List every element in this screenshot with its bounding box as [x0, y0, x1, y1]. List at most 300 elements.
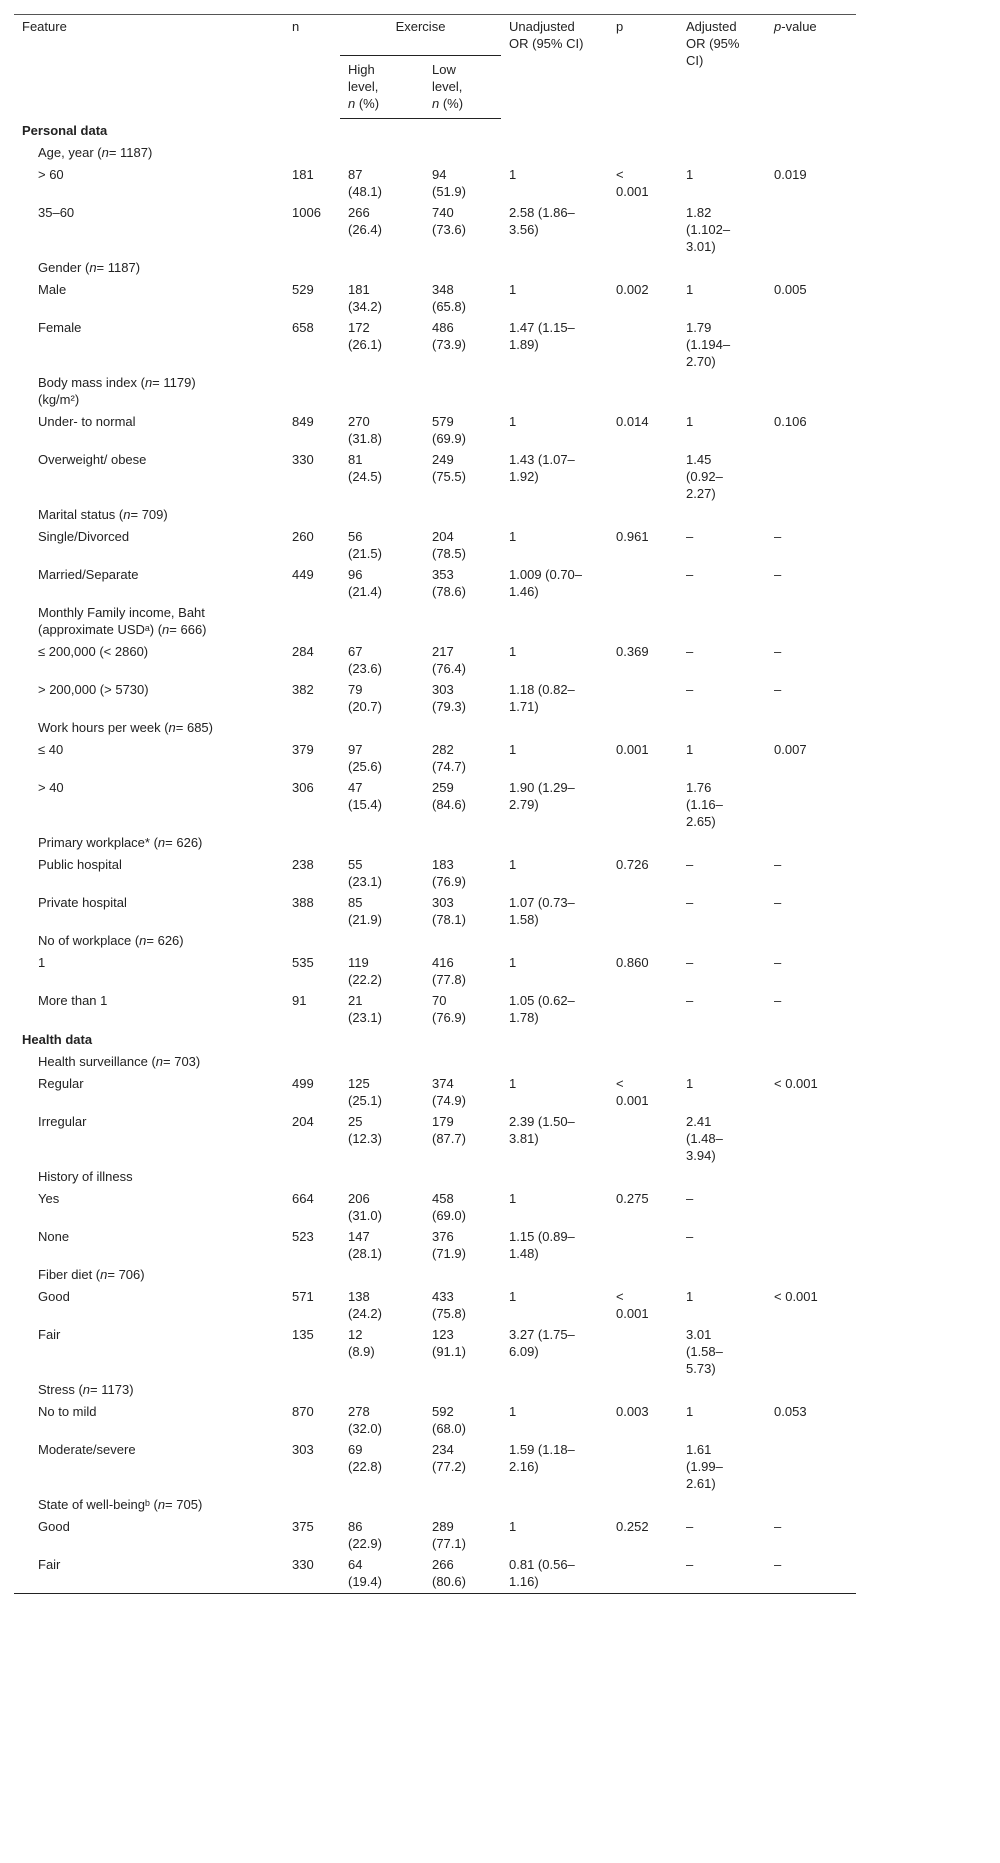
row-high-text: 12 (8.9) — [348, 1327, 375, 1359]
row-n-text: 1006 — [292, 205, 321, 220]
row-low — [424, 1188, 501, 1226]
group-n-count: = 709) — [130, 507, 168, 522]
row-n — [284, 1324, 340, 1379]
table-row — [14, 164, 856, 202]
row-adjusted-or-text: – — [686, 1229, 694, 1244]
group-row — [14, 504, 856, 526]
row-p-value — [766, 1554, 856, 1594]
table-row — [14, 202, 856, 257]
row-label — [14, 279, 284, 317]
row-adjusted-or — [678, 1324, 766, 1379]
empty-cell — [501, 602, 608, 641]
row-n-text: 379 — [292, 742, 314, 757]
row-unadjusted-or — [501, 952, 608, 990]
row-unadjusted-or-text: 1 — [509, 167, 517, 182]
empty-cell — [766, 1051, 856, 1073]
empty-cell — [501, 1051, 608, 1073]
row-label-text: Good — [38, 1519, 70, 1534]
row-label — [14, 449, 284, 504]
row-p-value — [766, 854, 856, 892]
row-label-text: Under- to normal — [38, 414, 136, 429]
row-p — [608, 679, 678, 717]
row-label — [14, 1226, 284, 1264]
row-low — [424, 164, 501, 202]
row-p-value — [766, 1516, 856, 1554]
row-low — [424, 1516, 501, 1554]
row-p-value — [766, 1188, 856, 1226]
header-low-level: Low level, n (%) — [424, 56, 501, 119]
empty-cell — [284, 602, 340, 641]
group-label-text — [38, 1266, 228, 1283]
row-label — [14, 1554, 284, 1594]
row-p — [608, 317, 678, 372]
row-low-text: 486 (73.9) — [432, 320, 466, 352]
empty-cell — [608, 602, 678, 641]
table-row — [14, 411, 856, 449]
row-p — [608, 854, 678, 892]
row-adjusted-or — [678, 317, 766, 372]
empty-cell — [501, 1494, 608, 1516]
row-unadjusted-or-text: 1 — [509, 644, 517, 659]
row-unadjusted-or — [501, 1324, 608, 1379]
row-label-text: Female — [38, 320, 82, 335]
group-n-count: = 685) — [175, 720, 213, 735]
row-low-text: 592 (68.0) — [432, 1404, 466, 1436]
group-label-main: Body mass index ( — [38, 375, 145, 390]
row-high-text: 47 (15.4) — [348, 780, 382, 812]
row-low — [424, 952, 501, 990]
row-unadjusted-or — [501, 1439, 608, 1494]
row-label-text: Moderate/severe — [38, 1442, 136, 1457]
row-low-text: 259 (84.6) — [432, 780, 466, 812]
row-label — [14, 1516, 284, 1554]
empty-cell — [678, 142, 766, 164]
row-unadjusted-or-text: 1.05 (0.62–1.78) — [509, 993, 575, 1025]
section-title: Health data — [22, 1032, 93, 1047]
empty-cell — [424, 1494, 501, 1516]
row-p-value — [766, 777, 856, 832]
row-low-text: 94 (51.9) — [432, 167, 466, 199]
row-high — [340, 202, 424, 257]
row-p-text: < 0.001 — [616, 167, 649, 199]
row-adjusted-or-text: 1 — [686, 1076, 694, 1091]
row-unadjusted-or — [501, 641, 608, 679]
row-unadjusted-or-text: 1.43 (1.07–1.92) — [509, 452, 575, 484]
row-adjusted-or — [678, 1516, 766, 1554]
row-unadjusted-or-text: 1 — [509, 1076, 517, 1091]
group-row — [14, 832, 856, 854]
group-n-label: n — [82, 1382, 91, 1397]
row-label-text: ≤ 200,000 (< 2860) — [38, 644, 149, 659]
row-adjusted-or — [678, 739, 766, 777]
row-high — [340, 990, 424, 1028]
group-label-main: Monthly Family income, Baht (approximate USDᵃ) ( — [38, 605, 205, 637]
row-n-text: 664 — [292, 1191, 314, 1206]
row-adjusted-or — [678, 1401, 766, 1439]
row-p-value-text: < 0.001 — [774, 1076, 818, 1091]
group-n-count: = 1187) — [96, 260, 141, 275]
empty-cell — [608, 1379, 678, 1401]
row-unadjusted-or-text: 1.15 (0.89–1.48) — [509, 1229, 575, 1261]
table-row — [14, 679, 856, 717]
header-unadjusted-or: Unadjusted OR (95% CI) — [501, 15, 608, 119]
row-high — [340, 739, 424, 777]
row-p-value-text: – — [774, 993, 782, 1008]
group-label — [14, 1379, 284, 1401]
group-label — [14, 602, 284, 641]
row-n-text: 658 — [292, 320, 314, 335]
group-n-count: = 703) — [163, 1054, 201, 1069]
row-adjusted-or — [678, 1554, 766, 1594]
row-adjusted-or — [678, 1226, 766, 1264]
row-label — [14, 202, 284, 257]
row-p-value — [766, 564, 856, 602]
row-label — [14, 679, 284, 717]
group-label — [14, 1051, 284, 1073]
row-unadjusted-or-text: 1.07 (0.73–1.58) — [509, 895, 575, 927]
row-label — [14, 164, 284, 202]
row-p-text: < 0.001 — [616, 1076, 649, 1108]
row-high-text: 181 (34.2) — [348, 282, 382, 314]
row-label — [14, 952, 284, 990]
row-n — [284, 1111, 340, 1166]
row-low — [424, 1111, 501, 1166]
empty-cell — [424, 1379, 501, 1401]
row-high — [340, 1516, 424, 1554]
row-p-text: 0.014 — [616, 414, 649, 429]
row-label-text: ≤ 40 — [38, 742, 64, 757]
row-low-text: 204 (78.5) — [432, 529, 466, 561]
group-row — [14, 1494, 856, 1516]
group-row — [14, 1264, 856, 1286]
empty-cell — [284, 930, 340, 952]
row-label-text: 1 — [38, 955, 46, 970]
row-unadjusted-or-text: 1 — [509, 1519, 517, 1534]
row-label — [14, 777, 284, 832]
row-unadjusted-or — [501, 526, 608, 564]
group-label — [14, 1494, 284, 1516]
row-p — [608, 411, 678, 449]
empty-cell — [284, 832, 340, 854]
group-label-text — [38, 834, 228, 851]
table-row — [14, 739, 856, 777]
row-adjusted-or-text: – — [686, 993, 694, 1008]
group-label-text — [38, 1496, 228, 1513]
empty-cell — [340, 717, 424, 739]
table-row — [14, 1516, 856, 1554]
row-adjusted-or-text: – — [686, 895, 694, 910]
row-high — [340, 1111, 424, 1166]
row-label-text: Married/Separate — [38, 567, 139, 582]
row-low — [424, 411, 501, 449]
row-label-text: More than 1 — [38, 993, 108, 1008]
row-label — [14, 1073, 284, 1111]
empty-cell — [501, 1166, 608, 1188]
group-label-main: Marital status ( — [38, 507, 124, 522]
table-row — [14, 279, 856, 317]
row-label — [14, 1111, 284, 1166]
row-high-text: 86 (22.9) — [348, 1519, 382, 1551]
group-n-label: n — [123, 507, 131, 522]
row-p-text: 0.252 — [616, 1519, 649, 1534]
empty-cell — [766, 832, 856, 854]
row-n-text: 238 — [292, 857, 314, 872]
header-adjusted-or: Adjusted OR (95% CI) — [678, 15, 766, 119]
row-p-value — [766, 1226, 856, 1264]
row-adjusted-or-text: 2.41 (1.48–3.94) — [686, 1114, 723, 1163]
group-label-text — [38, 506, 228, 523]
row-unadjusted-or-text: 1.90 (1.29–2.79) — [509, 780, 575, 812]
empty-cell — [340, 372, 424, 411]
empty-cell — [678, 930, 766, 952]
row-high — [340, 1439, 424, 1494]
table-body — [14, 119, 856, 1594]
empty-cell — [608, 1264, 678, 1286]
empty-cell — [678, 832, 766, 854]
row-p — [608, 279, 678, 317]
empty-cell — [608, 930, 678, 952]
group-label-text — [38, 1053, 228, 1070]
row-high-text: 206 (31.0) — [348, 1191, 382, 1223]
empty-cell — [501, 504, 608, 526]
row-n-text: 135 — [292, 1327, 314, 1342]
row-unadjusted-or — [501, 777, 608, 832]
row-p-text: 0.961 — [616, 529, 649, 544]
row-high-text: 67 (23.6) — [348, 644, 382, 676]
group-label — [14, 504, 284, 526]
group-label-text — [38, 144, 228, 161]
row-n-text: 849 — [292, 414, 314, 429]
row-adjusted-or-text: – — [686, 567, 694, 582]
group-label — [14, 372, 284, 411]
header-exercise: Exercise — [340, 15, 501, 56]
empty-cell — [678, 504, 766, 526]
row-adjusted-or — [678, 990, 766, 1028]
row-unadjusted-or — [501, 279, 608, 317]
row-unadjusted-or — [501, 739, 608, 777]
row-adjusted-or-text: – — [686, 857, 694, 872]
row-n-text: 91 — [292, 993, 307, 1008]
empty-cell — [766, 1494, 856, 1516]
row-unadjusted-or-text: 1 — [509, 414, 517, 429]
group-label — [14, 717, 284, 739]
row-low-text: 289 (77.1) — [432, 1519, 466, 1551]
group-n-label: n — [162, 622, 170, 637]
table-row — [14, 777, 856, 832]
row-unadjusted-or — [501, 164, 608, 202]
row-n — [284, 1439, 340, 1494]
group-n-count: = 706) — [107, 1267, 145, 1282]
row-low-text: 266 (80.6) — [432, 1557, 466, 1589]
empty-cell — [424, 1264, 501, 1286]
row-n-text: 388 — [292, 895, 314, 910]
group-label-main: Fiber diet ( — [38, 1267, 101, 1282]
row-p-text: < 0.001 — [616, 1289, 649, 1321]
row-unadjusted-or-text: 1 — [509, 1404, 517, 1419]
empty-cell — [608, 142, 678, 164]
row-p-text: 0.369 — [616, 644, 649, 659]
row-p-value-text: < 0.001 — [774, 1289, 818, 1304]
row-label-text: None — [38, 1229, 70, 1244]
row-n — [284, 1516, 340, 1554]
row-label-text: Yes — [38, 1191, 60, 1206]
group-row — [14, 602, 856, 641]
row-p-value-text: – — [774, 1557, 782, 1572]
row-low — [424, 739, 501, 777]
empty-cell — [424, 372, 501, 411]
row-low — [424, 202, 501, 257]
row-high — [340, 1226, 424, 1264]
row-p-value — [766, 279, 856, 317]
row-unadjusted-or — [501, 990, 608, 1028]
table-row — [14, 449, 856, 504]
row-high — [340, 526, 424, 564]
group-label-text — [38, 374, 228, 408]
group-label-main: Work hours per week ( — [38, 720, 169, 735]
row-n — [284, 777, 340, 832]
row-p-value — [766, 892, 856, 930]
empty-cell — [424, 832, 501, 854]
table-row — [14, 1286, 856, 1324]
row-p-value-text: 0.106 — [774, 414, 807, 429]
empty-cell — [284, 504, 340, 526]
row-low-text: 249 (75.5) — [432, 452, 466, 484]
row-low — [424, 449, 501, 504]
row-unadjusted-or-text: 1 — [509, 742, 517, 757]
section-row — [14, 119, 856, 143]
empty-cell — [766, 1264, 856, 1286]
row-low — [424, 1401, 501, 1439]
row-n — [284, 854, 340, 892]
group-n-label: n — [168, 720, 176, 735]
table-row — [14, 1073, 856, 1111]
header-n: n — [284, 15, 340, 119]
row-adjusted-or-text: – — [686, 1191, 694, 1206]
empty-cell — [424, 257, 501, 279]
group-label — [14, 257, 284, 279]
empty-cell — [766, 602, 856, 641]
table-row — [14, 1188, 856, 1226]
group-label — [14, 1166, 284, 1188]
row-adjusted-or — [678, 411, 766, 449]
group-n-label: n — [89, 260, 97, 275]
row-p-value — [766, 679, 856, 717]
empty-cell — [766, 504, 856, 526]
row-low — [424, 1554, 501, 1594]
row-low-text: 374 (74.9) — [432, 1076, 466, 1108]
row-adjusted-or-text: – — [686, 1557, 694, 1572]
row-p-text: 0.275 — [616, 1191, 649, 1206]
row-unadjusted-or — [501, 892, 608, 930]
row-high-text: 87 (48.1) — [348, 167, 382, 199]
row-p-value — [766, 641, 856, 679]
row-p-text: 0.726 — [616, 857, 649, 872]
row-low-text: 282 (74.7) — [432, 742, 466, 774]
row-adjusted-or — [678, 1111, 766, 1166]
group-label — [14, 832, 284, 854]
row-high-text: 64 (19.4) — [348, 1557, 382, 1589]
row-adjusted-or-text: 3.01 (1.58–5.73) — [686, 1327, 723, 1376]
row-p — [608, 1073, 678, 1111]
empty-cell — [678, 1166, 766, 1188]
row-n-text: 181 — [292, 167, 314, 182]
row-high — [340, 1554, 424, 1594]
row-label — [14, 739, 284, 777]
row-n-text: 204 — [292, 1114, 314, 1129]
empty-cell — [424, 717, 501, 739]
empty-cell — [766, 1166, 856, 1188]
group-n-count: = 1187) — [108, 145, 153, 160]
row-low-text: 303 (78.1) — [432, 895, 466, 927]
empty-cell — [284, 1051, 340, 1073]
empty-cell — [284, 1166, 340, 1188]
header-high-level: High level, n (%) — [340, 56, 424, 119]
group-row — [14, 142, 856, 164]
row-p-value-text: 0.007 — [774, 742, 807, 757]
group-label — [14, 1264, 284, 1286]
empty-cell — [501, 1264, 608, 1286]
row-n — [284, 1188, 340, 1226]
row-low-text: 740 (73.6) — [432, 205, 466, 237]
row-high — [340, 854, 424, 892]
row-p-value — [766, 1324, 856, 1379]
group-label-main: No of workplace ( — [38, 933, 140, 948]
row-p-text: 0.001 — [616, 742, 649, 757]
row-unadjusted-or — [501, 202, 608, 257]
empty-cell — [424, 1166, 501, 1188]
row-unadjusted-or-text: 1 — [509, 1289, 517, 1304]
group-label-text — [38, 719, 228, 736]
row-n — [284, 1401, 340, 1439]
row-p — [608, 1554, 678, 1594]
row-label-text: Fair — [38, 1557, 61, 1572]
row-low — [424, 641, 501, 679]
row-adjusted-or-text: – — [686, 1519, 694, 1534]
row-p — [608, 641, 678, 679]
row-n — [284, 1286, 340, 1324]
group-label-main: State of well-beingᵇ ( — [38, 1497, 158, 1512]
row-unadjusted-or — [501, 1516, 608, 1554]
row-adjusted-or — [678, 202, 766, 257]
empty-cell — [340, 1494, 424, 1516]
row-p — [608, 1286, 678, 1324]
empty-cell — [340, 1166, 424, 1188]
row-label — [14, 854, 284, 892]
row-low — [424, 990, 501, 1028]
row-high-text: 56 (21.5) — [348, 529, 382, 561]
row-n — [284, 990, 340, 1028]
row-high — [340, 641, 424, 679]
group-label — [14, 142, 284, 164]
row-unadjusted-or — [501, 1073, 608, 1111]
row-high-text: 147 (28.1) — [348, 1229, 382, 1261]
row-high — [340, 1401, 424, 1439]
row-adjusted-or-text: 1 — [686, 282, 694, 297]
row-label-text: Good — [38, 1289, 70, 1304]
row-high — [340, 1188, 424, 1226]
row-high — [340, 1073, 424, 1111]
row-n-text: 284 — [292, 644, 314, 659]
empty-cell — [501, 142, 608, 164]
row-p-value — [766, 1439, 856, 1494]
row-low-text: 123 (91.1) — [432, 1327, 466, 1359]
row-p-value — [766, 526, 856, 564]
row-n — [284, 279, 340, 317]
row-p — [608, 164, 678, 202]
table-row — [14, 526, 856, 564]
empty-cell — [766, 717, 856, 739]
row-n — [284, 564, 340, 602]
